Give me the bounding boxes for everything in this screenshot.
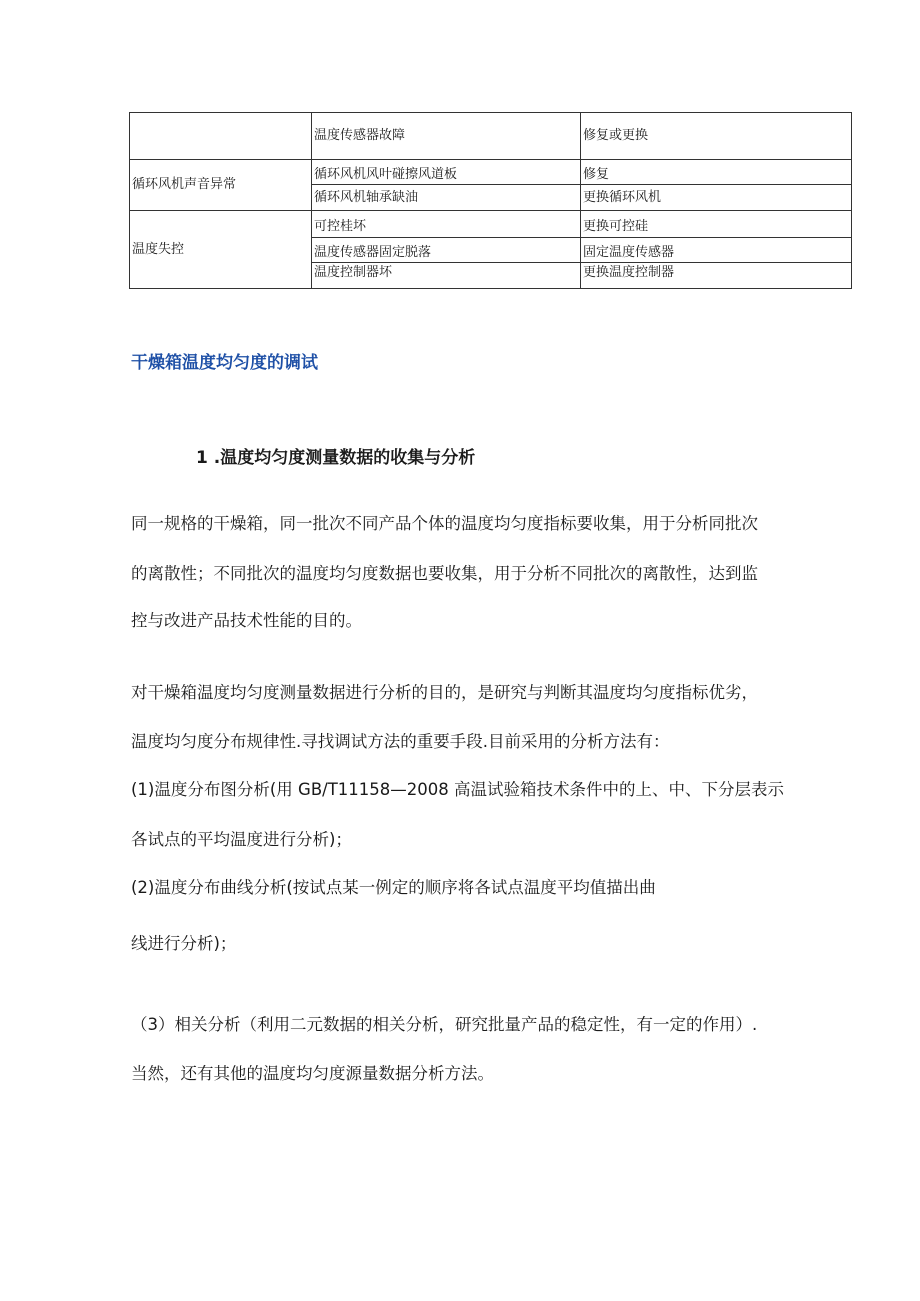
symptom-cell — [130, 113, 312, 160]
cause-cell: 循环风机轴承缺油 — [312, 184, 580, 210]
table-row — [130, 160, 852, 211]
table-row — [130, 211, 852, 289]
cause-cell: 温度传感器故障 — [312, 113, 581, 160]
fix-cell: 固定温度传感器 — [581, 237, 851, 262]
fix-cell: 更换循环风机 — [581, 184, 851, 210]
paragraph-line: 各试点的平均温度进行分析)； — [131, 830, 352, 849]
paragraph-line: 控与改进产品技术性能的目的。 — [131, 611, 362, 630]
fix-cell: 修复或更换 — [581, 113, 852, 160]
fix-cell: 更换温度控制器 — [581, 262, 851, 288]
paragraph-line: 对干燥箱温度均匀度测量数据进行分析的目的，是研究与判断其温度均匀度指标优劣， — [131, 683, 758, 702]
paragraph-line: 的离散性；不同批次的温度均匀度数据也要收集，用于分析不同批次的离散性，达到监 — [131, 564, 758, 583]
cause-cell: 循环风机风叶碰擦风道板 — [314, 167, 458, 182]
cause-cell: 温度控制器坏 — [312, 262, 580, 288]
symptom-cell: 循环风机声音异常 — [130, 160, 312, 211]
fix-cell: 修复 — [583, 167, 610, 182]
symptom-cell: 温度失控 — [130, 211, 312, 289]
fault-table — [129, 112, 852, 289]
section-title: 干燥箱温度均匀度的调试 — [131, 353, 318, 373]
paragraph-line: 当然，还有其他的温度均匀度源量数据分析方法。 — [131, 1064, 494, 1083]
fix-cell-group — [581, 211, 852, 289]
cause-cell: 温度传感器固定脱落 — [312, 237, 580, 262]
paragraph-line: (1)温度分布图分析(用 GB/T11158—2008 高温试验箱技术条件中的上、中、下分层表示 — [131, 780, 785, 799]
cause-cell-group — [312, 211, 581, 289]
cause-cell: 可控桂坏 — [314, 219, 367, 234]
paragraph-line: （3）相关分析（利用二元数据的相关分析，研究批量产品的稳定性，有一定的作用）. — [131, 1015, 758, 1034]
paragraph-line: (2)温度分布曲线分析(按试点某一例定的顺序将各试点温度平均值描出曲 — [131, 878, 656, 897]
paragraph-line: 同一规格的干燥箱，同一批次不同产品个体的温度均匀度指标要收集，用于分析同批次 — [131, 514, 758, 533]
subsection-title: 1 .温度均匀度测量数据的收集与分析 — [196, 448, 476, 468]
fix-cell: 更换可控硅 — [583, 219, 649, 234]
cause-cell-group — [312, 160, 581, 211]
fix-cell-group — [581, 160, 852, 211]
paragraph-line: 温度均匀度分布规律性.寻找调试方法的重要手段.目前采用的分析方法有： — [131, 732, 670, 751]
paragraph-line: 线进行分析)； — [131, 934, 237, 953]
table-row — [130, 113, 852, 160]
